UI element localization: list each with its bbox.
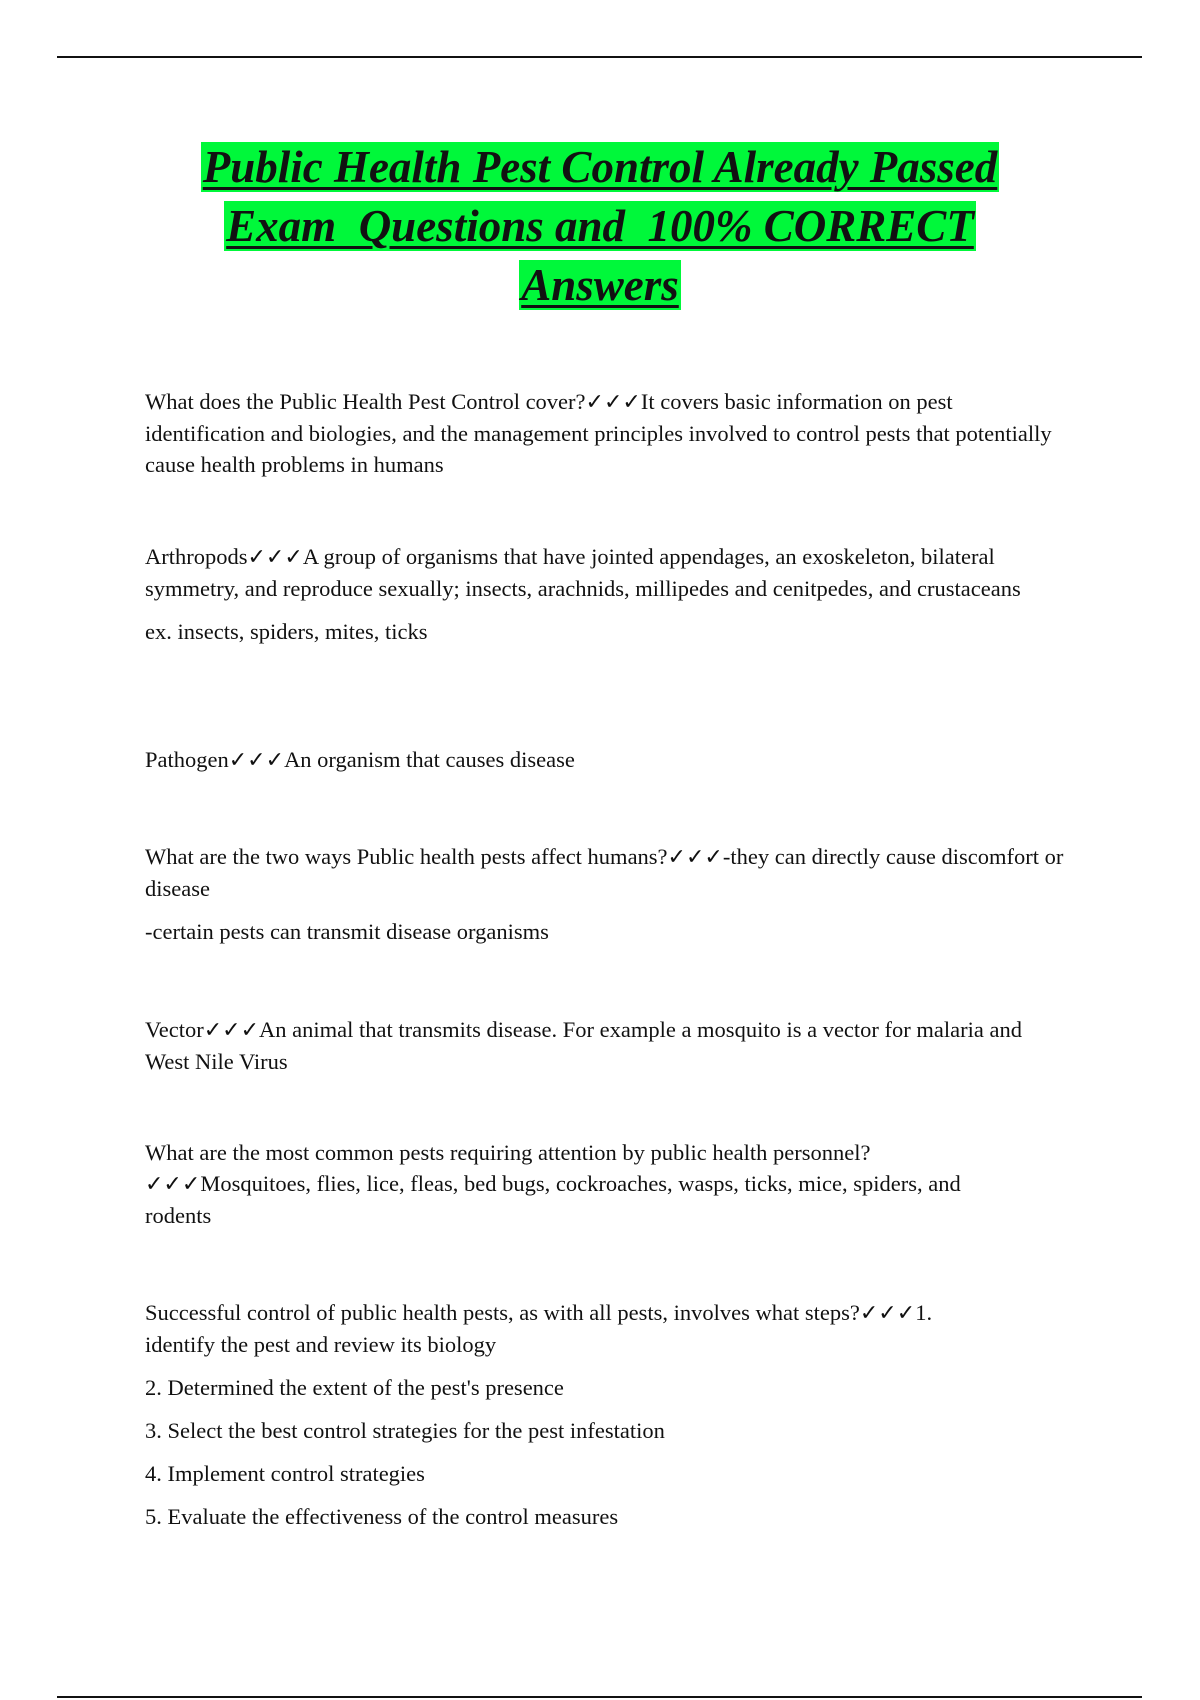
qa-line [145,744,575,776]
qa-line [145,1014,1065,1077]
answer-text: An organism that causes disease [284,747,575,772]
qa-line [145,841,1065,904]
question-text: Vector [145,1017,204,1042]
question-text: Pathogen [145,747,229,772]
qa-entry [145,541,1065,647]
checkmarks-icon: ✓✓✓ [585,390,641,415]
answer-extra-line: -certain pests can transmit disease organisms [145,919,549,944]
question-text: Arthropods [145,544,248,569]
top-divider [57,56,1142,58]
checkmarks-icon: ✓✓✓ [203,1018,260,1043]
question-text: Successful control of public health pests, as with all pests, involves what steps? [145,1300,860,1325]
title-line-1: Public Health Pest Control Already Passed [202,142,998,192]
qa-entry [145,386,1065,480]
checkmarks-icon: ✓✓✓ [228,748,285,773]
checkmarks-icon: ✓✓✓ [667,845,723,870]
answer-extra-line: 3. Select the best control strategies for the pest infestation [145,1418,665,1443]
question-text: What are the most common pests requiring attention by public health personnel? [145,1140,871,1165]
question-text: What are the two ways Public health pests affect humans? [145,844,668,869]
answer-text: Mosquitoes, flies, lice, fleas, bed bugs, cockroaches, wasps, ticks, mice, spiders, and rodents [145,1171,961,1228]
title-line-3: Answers [521,260,679,310]
qa-entry [145,1137,1005,1231]
answer-text: 1. identify the pest and review its biology [145,1300,933,1357]
checkmarks-icon: ✓✓✓ [145,1172,201,1197]
answer-text: An animal that transmits disease. For example a mosquito is a vector for malaria and West Nile Virus [145,1017,1022,1074]
checkmarks-icon: ✓✓✓ [247,545,303,570]
answer-text: It covers basic information on pest identification and biologies, and the management principles involved to control pests that potentially cause health problems in humans [145,389,1052,477]
answer-text: A group of organisms that have jointed appendages, an exoskeleton, bilateral symmetry, and reproduce sexually; insects, arachnids, millipedes and cenitpedes, and crustaceans [145,544,1021,601]
title-line-2: Exam Questions and 100% CORRECT [226,201,974,251]
answer-extra-line: 5. Evaluate the effectiveness of the control measures [145,1504,619,1529]
qa-entry [145,1014,1065,1077]
answer-text: -they can directly cause discomfort or disease [145,844,1064,901]
qa-entry [145,744,575,776]
answer-extra-line: ex. insects, spiders, mites, ticks [145,619,428,644]
checkmarks-icon: ✓✓✓ [859,1301,916,1326]
qa-entry [145,841,1065,947]
answer-extra-line: 2. Determined the extent of the pest's presence [145,1375,564,1400]
qa-entry [145,1297,1005,1532]
question-text: What does the Public Health Pest Control cover? [145,389,586,414]
qa-line [145,1137,1005,1231]
qa-line [145,1297,1005,1360]
answer-extra-line: 4. Implement control strategies [145,1461,425,1486]
bottom-divider [57,1696,1142,1698]
qa-line [145,541,1065,604]
document-title [0,138,1200,315]
qa-line [145,386,1065,480]
